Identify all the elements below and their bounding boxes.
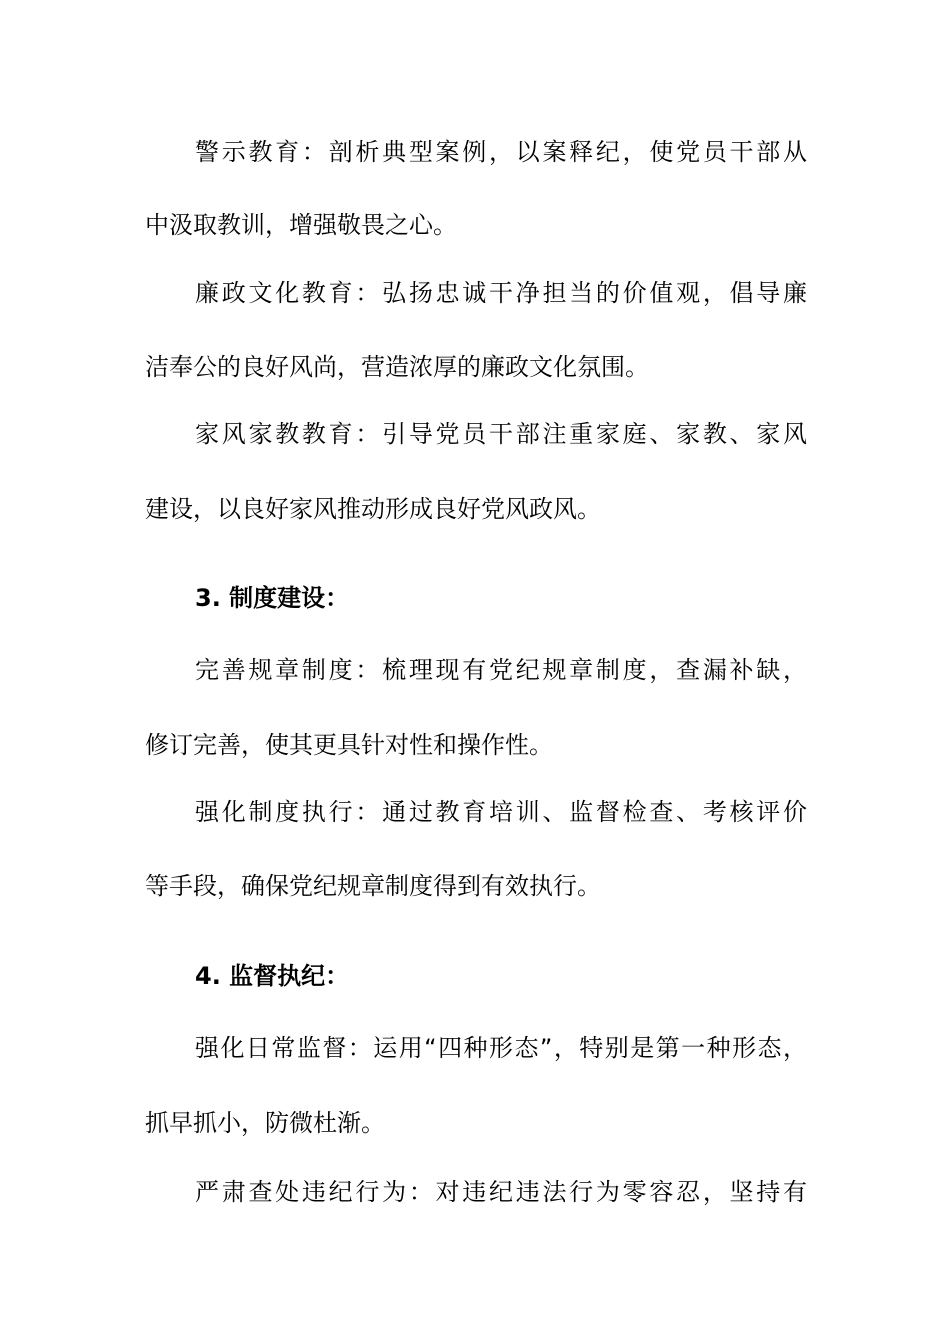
paragraph-warning-education-line-2: 中汲取教训，增强敬畏之心。 [145, 211, 457, 239]
paragraph-warning-education-line-1: 警示教育：剖析典型案例，以案释纪，使党员干部从 [195, 138, 807, 166]
paragraph-improve-rules-line-1: 完善规章制度：梳理现有党纪规章制度，查漏补缺， [195, 656, 807, 684]
section-heading-supervision: 4. 监督执纪： [195, 962, 350, 990]
section-heading-system-building: 3. 制度建设： [195, 584, 350, 612]
paragraph-daily-supervision-line-1: 强化日常监督：运用“四种形态”，特别是第一种形态， [195, 1034, 807, 1062]
paragraph-integrity-culture-line-2: 洁奉公的良好风尚，营造浓厚的廉政文化氛围。 [145, 353, 649, 381]
paragraph-enforce-rules-line-1: 强化制度执行：通过教育培训、监督检查、考核评价 [195, 798, 807, 826]
paragraph-improve-rules-line-2: 修订完善，使其更具针对性和操作性。 [145, 731, 553, 759]
paragraph-family-education-line-1: 家风家教教育：引导党员干部注重家庭、家教、家风 [195, 420, 807, 448]
paragraph-punish-violations-line-1: 严肃查处违纪行为：对违纪违法行为零容忍，坚持有 [195, 1178, 807, 1206]
paragraph-daily-supervision-line-2: 抓早抓小，防微杜渐。 [145, 1109, 385, 1137]
paragraph-enforce-rules-line-2: 等手段，确保党纪规章制度得到有效执行。 [145, 872, 601, 900]
paragraph-integrity-culture-line-1: 廉政文化教育：弘扬忠诚干净担当的价值观，倡导廉 [195, 279, 807, 307]
paragraph-family-education-line-2: 建设，以良好家风推动形成良好党风政风。 [145, 495, 601, 523]
